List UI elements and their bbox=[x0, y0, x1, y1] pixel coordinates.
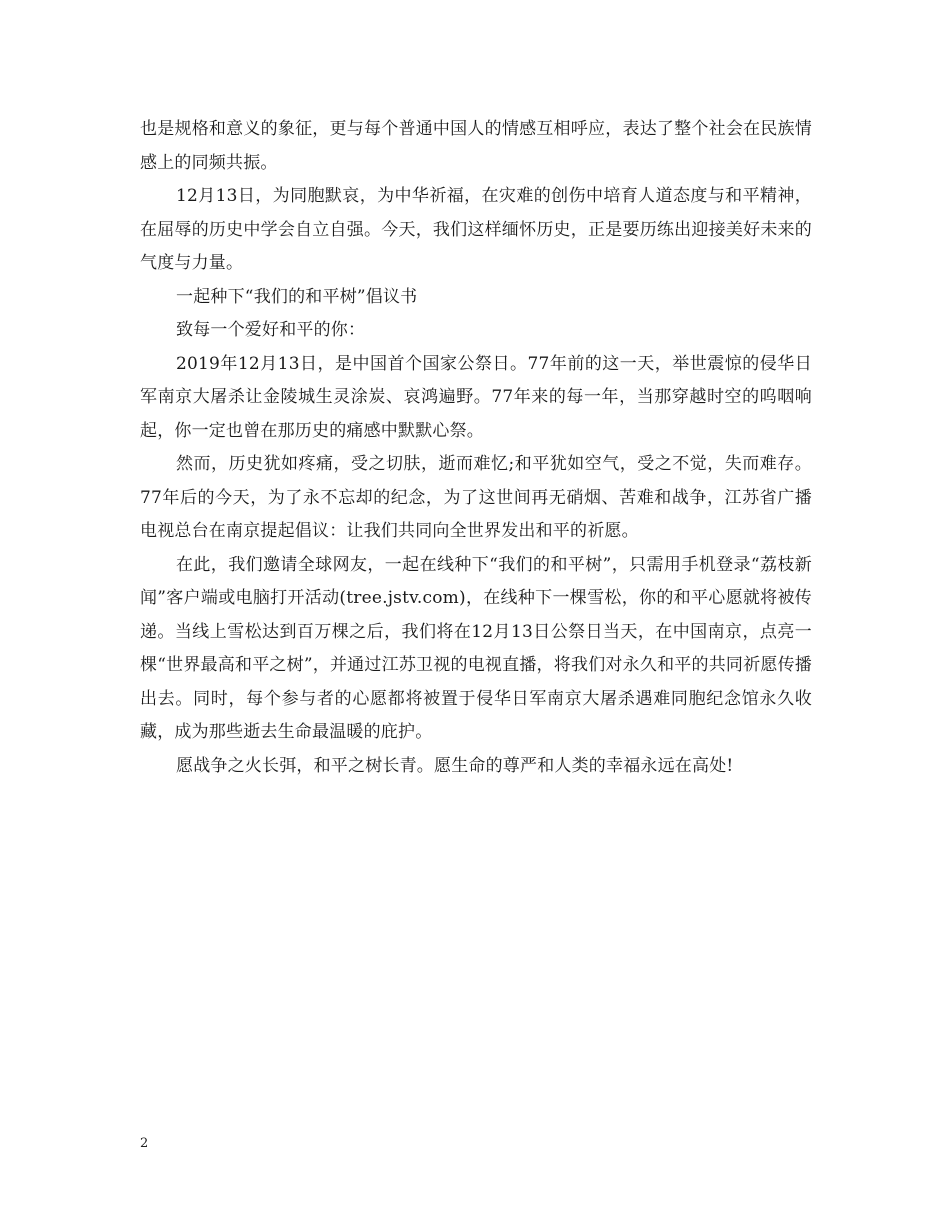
paragraph-5: 2019年12月13日，是中国首个国家公祭日。77年前的这一天，举世震惊的侵华日军南京大屠杀让金陵城生灵涂炭、哀鸿遍野。77年来的每一年，当那穿越时空的呜咽响起，你一定也曾在那历史的痛感中默默心祭。 bbox=[140, 353, 812, 441]
paragraph-1: 也是规格和意义的象征，更与每个普通中国人的情感互相呼应，表达了整个社会在民族情感上的同频共振。 bbox=[140, 119, 812, 173]
closing-paragraph: 愿战争之火长弭，和平之树长青。愿生命的尊严和人类的幸福永远在高处! bbox=[176, 755, 734, 776]
paragraph-7: 在此，我们邀请全球网友，一起在线种下“我们的和平树”，只需用手机登录“荔枝新闻”客户端或电脑打开活动(tree.jstv.com)，在线种下一棵雪松，你的和平心愿就将被传递。当线上雪松达到百万棵之后，我们将在12月13日公祭日当天，在中国南京，点亮一棵“世界最高和平之树”，并通过江苏卫视的电视直播，将我们对永久和平的共同祈愿传播出去。同时，每个参与者的心愿都将被置于侵华日军南京大屠杀遇难同胞纪念馆永久收藏，成为那些逝去生命最温暖的庇护。 bbox=[140, 554, 812, 742]
salutation: 致每一个爱好和平的你： bbox=[176, 320, 366, 340]
paragraph-2: 12月13日，为同胞默哀，为中华祈福，在灾难的创伤中培育人道态度与和平精神，在屈辱的历史中学会自立自强。今天，我们这样缅怀历史，正是要历练出迎接美好未来的气度与力量。 bbox=[140, 186, 812, 273]
page-number: 2 bbox=[140, 1136, 149, 1151]
document-body bbox=[140, 113, 812, 783]
proposal-title: 一起种下“我们的和平树”倡议书 bbox=[176, 286, 418, 307]
paragraph-6: 然而，历史犹如疼痛，受之切肤，逝而难忆;和平犹如空气，受之不觉，失而难存。77年后的今天，为了永不忘却的纪念，为了这世间再无硝烟、苦难和战争，江苏省广播电视总台在南京提起倡议：让我们共同向全世界发出和平的祈愿。 bbox=[140, 454, 812, 541]
